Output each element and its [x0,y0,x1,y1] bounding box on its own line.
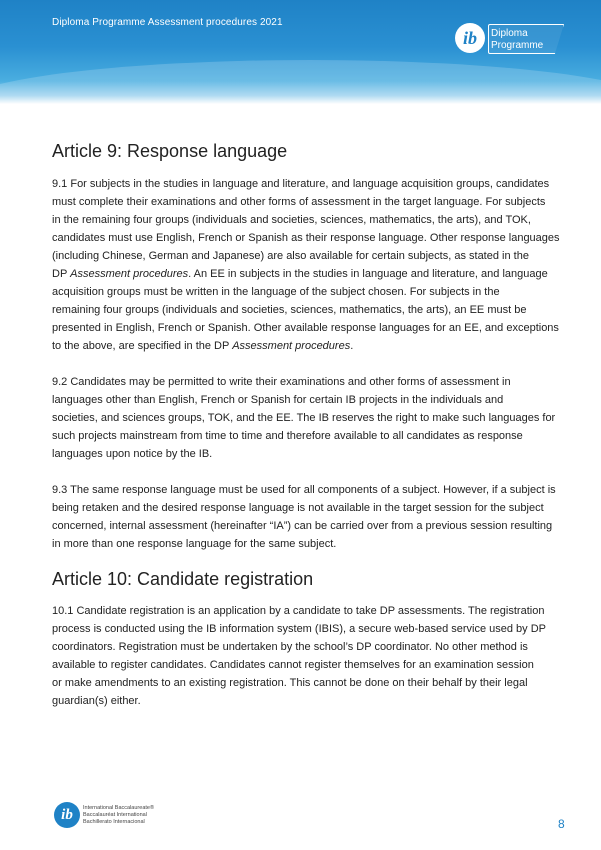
assessment-procedures-title: Assessment procedures [70,268,189,280]
text-line: coordinators. Registration must be undertaken by the school’s DP coordinator. No other method is [52,641,528,653]
assessment-procedures-title: Assessment procedures [232,340,351,352]
header-swoosh [0,60,601,104]
text-line: concerned, internal assessment (hereinafter “IA”) can be carried over from a previous session resulting [52,520,553,532]
text-run: to the above, are specified in the DP [52,340,233,352]
text-run: DP [52,268,71,280]
text-line: guardian(s) either. [52,695,141,707]
article-9-heading: Article 9: Response language [52,141,288,161]
text-line: languages other than English, French or Spanish for certain IB projects in the individuals and [52,394,504,406]
text-line: being retaken and the desired response language is not available in the target session for the subject [52,502,544,514]
text-line: presented in English, French or Spanish. Other available response languages for an EE, and exceptions [52,322,559,334]
logo-line-diploma: Diploma [491,28,528,39]
page-number: 8 [558,817,565,831]
header-title: Diploma Programme Assessment procedures 2021 [52,17,283,28]
text-line: 9.3 The same response language must be used for all components of a subject. However, if a subject is [52,484,556,496]
text-line: remaining four groups (individuals and societies, sciences, mathematics, the arts), an EE must be [52,304,527,316]
paragraph-9-2 [52,373,566,463]
ib-logo-icon: ib [54,802,80,828]
paragraph-10-1 [52,602,566,710]
text-line: in the remaining four groups (individuals and societies, sciences, mathematics, the arts), and TOK, [52,214,531,226]
text-line: 10.1 Candidate registration is an application by a candidate to take DP assessments. The registration [52,605,545,617]
text-line: 9.2 Candidates may be permitted to write their examinations and other forms of assessment in [52,376,511,388]
text-line: acquisition groups must be written in the language of the subject chosen. For subjects in the [52,286,500,298]
text-line: or make amendments to an existing registration. This cannot be done on their behalf by their legal [52,677,528,689]
ib-logo-icon: ib [455,23,485,53]
text-line: available to register candidates. Candidates cannot register themselves for an examination session [52,659,534,671]
text-line: must complete their examinations and other forms of assessment in the target language. For subjects [52,196,546,208]
diploma-programme-logo [455,22,565,58]
paragraph-9-1 [52,175,566,355]
org-name-es: Bachillerato Internacional [83,819,145,825]
text-run: . [350,340,354,352]
text-line [52,337,566,355]
org-name-fr: Baccalauréat International [83,812,147,818]
paragraph-9-3 [52,481,566,553]
text-line: 9.1 For subjects in the studies in language and literature, and language acquisition groups, candidates [52,178,550,190]
org-name-en: International Baccalaureate® [83,805,155,811]
text-run: . An EE in subjects in the studies in language and literature, and language [188,268,548,280]
text-line: process is conducted using the IB information system (IBIS), a secure web-based service used by DP [52,623,547,635]
logo-line-programme: Programme [491,40,544,51]
organization-names [83,805,154,826]
ib-organization-logo [54,802,174,832]
article-10-heading: Article 10: Candidate registration [52,569,314,589]
text-line: societies, and sciences groups, TOK, and the EE. The IB reserves the right to make such languages for [52,412,556,424]
text-line: candidates must use English, French or Spanish as their response language. Other response languages [52,232,560,244]
text-line: languages upon notice by the IB. [52,448,213,460]
page-header [0,0,601,104]
text-line: such projects mainstream from time to time and therefore available to all candidates as response [52,430,523,442]
text-line: in more than one response language for the same subject. [52,538,337,550]
text-line [52,265,566,283]
text-line: (including Chinese, German and Japanese) are also available for certain subjects, as stated in the [52,250,529,262]
